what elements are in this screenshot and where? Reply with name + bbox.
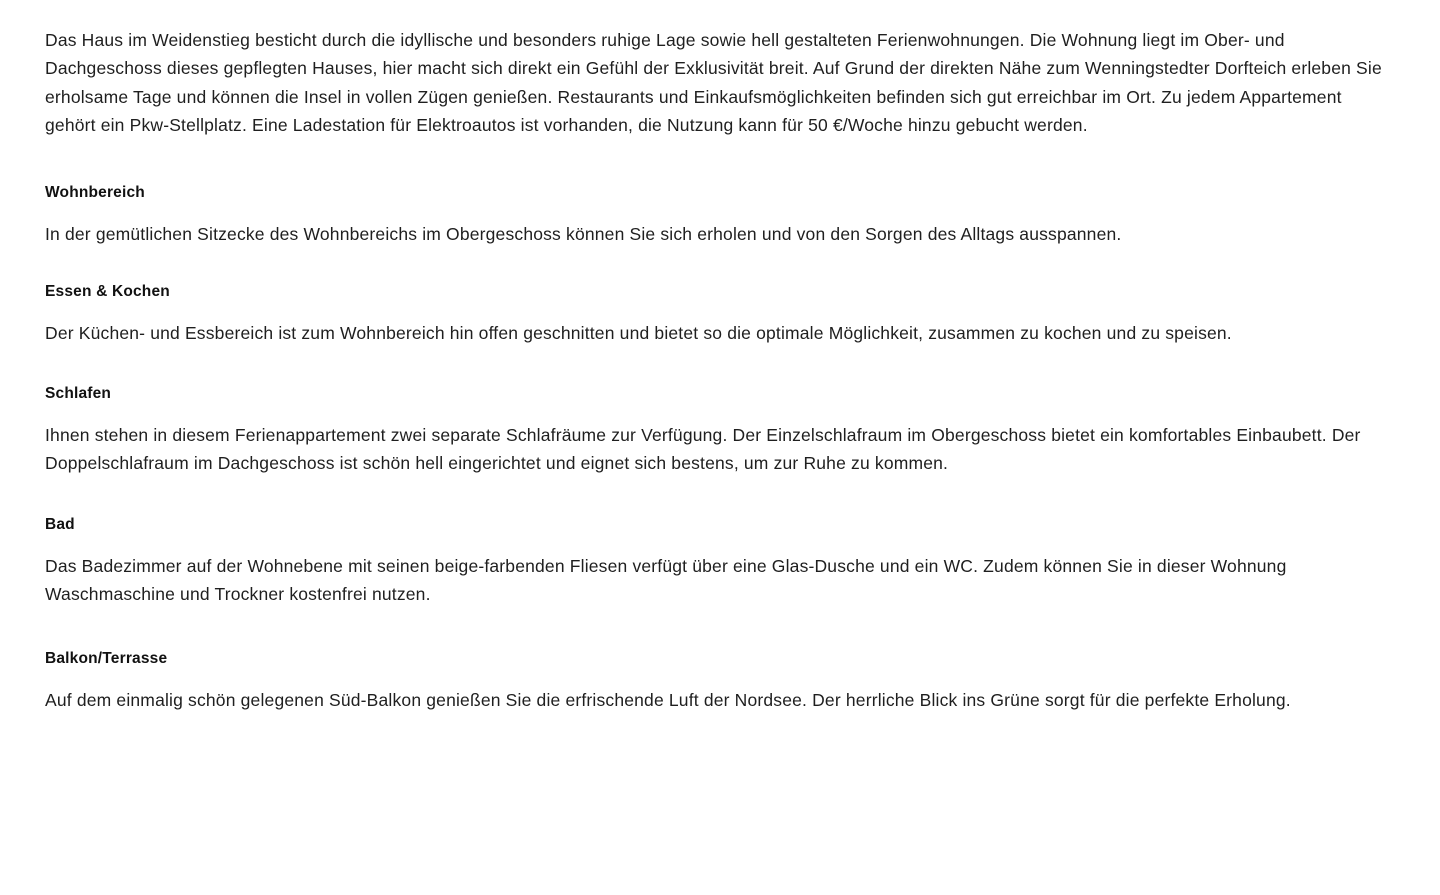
intro-paragraph: Das Haus im Weidenstieg besticht durch die idyllische und besonders ruhige Lage sowie hell gestalteten Ferienwohnungen. Die Wohnung liegt im Ober- und Dachgeschoss dieses gepflegten Hauses, hier macht sich direkt ein Gefühl der Exklusivität breit. Auf Grund der direkten Nähe zum Wenningstedter Dorfteich erleben Sie erholsame Tage und können die Insel in vollen Zügen genießen. Restaurants und Einkaufsmöglichkeiten befinden sich gut erreichbar im Ort. Zu jedem Appartement gehört ein Pkw-Stellplatz. Eine Ladestation für Elektroautos ist vorhanden, die Nutzung kann für 50 €/Woche hinzu gebucht werden. — [45, 30, 1382, 136]
section-body-balkon-terrasse: Auf dem einmalig schön gelegenen Süd-Balkon genießen Sie die erfrischende Luft der Nordsee. Der herrliche Blick ins Grüne sorgt für die perfekte Erholung. — [45, 690, 1291, 711]
section-heading-bad: Bad — [45, 515, 75, 533]
section-bad — [45, 516, 1384, 609]
section-body-wohnbereich: In der gemütlichen Sitzecke des Wohnbereichs im Obergeschoss können Sie sich erholen und von den Sorgen des Alltags ausspannen. — [45, 224, 1122, 245]
section-heading-schlafen: Schlafen — [45, 385, 112, 403]
section-body-essen-kochen: Der Küchen- und Essbereich ist zum Wohnbereich hin offen geschnitten und bietet so die optimale Möglichkeit, zusammen zu kochen und zu speisen. — [45, 322, 1232, 343]
section-body-bad: Das Badezimmer auf der Wohnebene mit seinen beige-farbenden Fliesen verfügt über eine Glas-Dusche und ein WC. Zudem können Sie in dieser Wohnung Waschmaschine und Trockner kostenfrei nutzen. — [45, 555, 1287, 605]
section-schlafen — [45, 385, 1384, 478]
section-heading-balkon-terrasse: Balkon/Terrasse — [45, 650, 168, 668]
section-body-schlafen: Ihnen stehen in diesem Ferienappartement zwei separate Schlafräume zur Verfügung. Der Einzelschlafraum im Obergeschoss bietet ein komfortables Einbaubett. Der Doppelschlafraum im Dachgeschoss ist schön hell eingerichtet und eignet sich bestens, um zur Ruhe zu kommen. — [45, 425, 1361, 474]
section-wohnbereich — [45, 184, 1384, 248]
section-balkon-terrasse — [45, 650, 1384, 714]
section-heading-essen-kochen: Essen & Kochen — [45, 282, 170, 300]
section-heading-wohnbereich: Wohnbereich — [45, 184, 145, 202]
section-essen-kochen — [45, 283, 1384, 347]
